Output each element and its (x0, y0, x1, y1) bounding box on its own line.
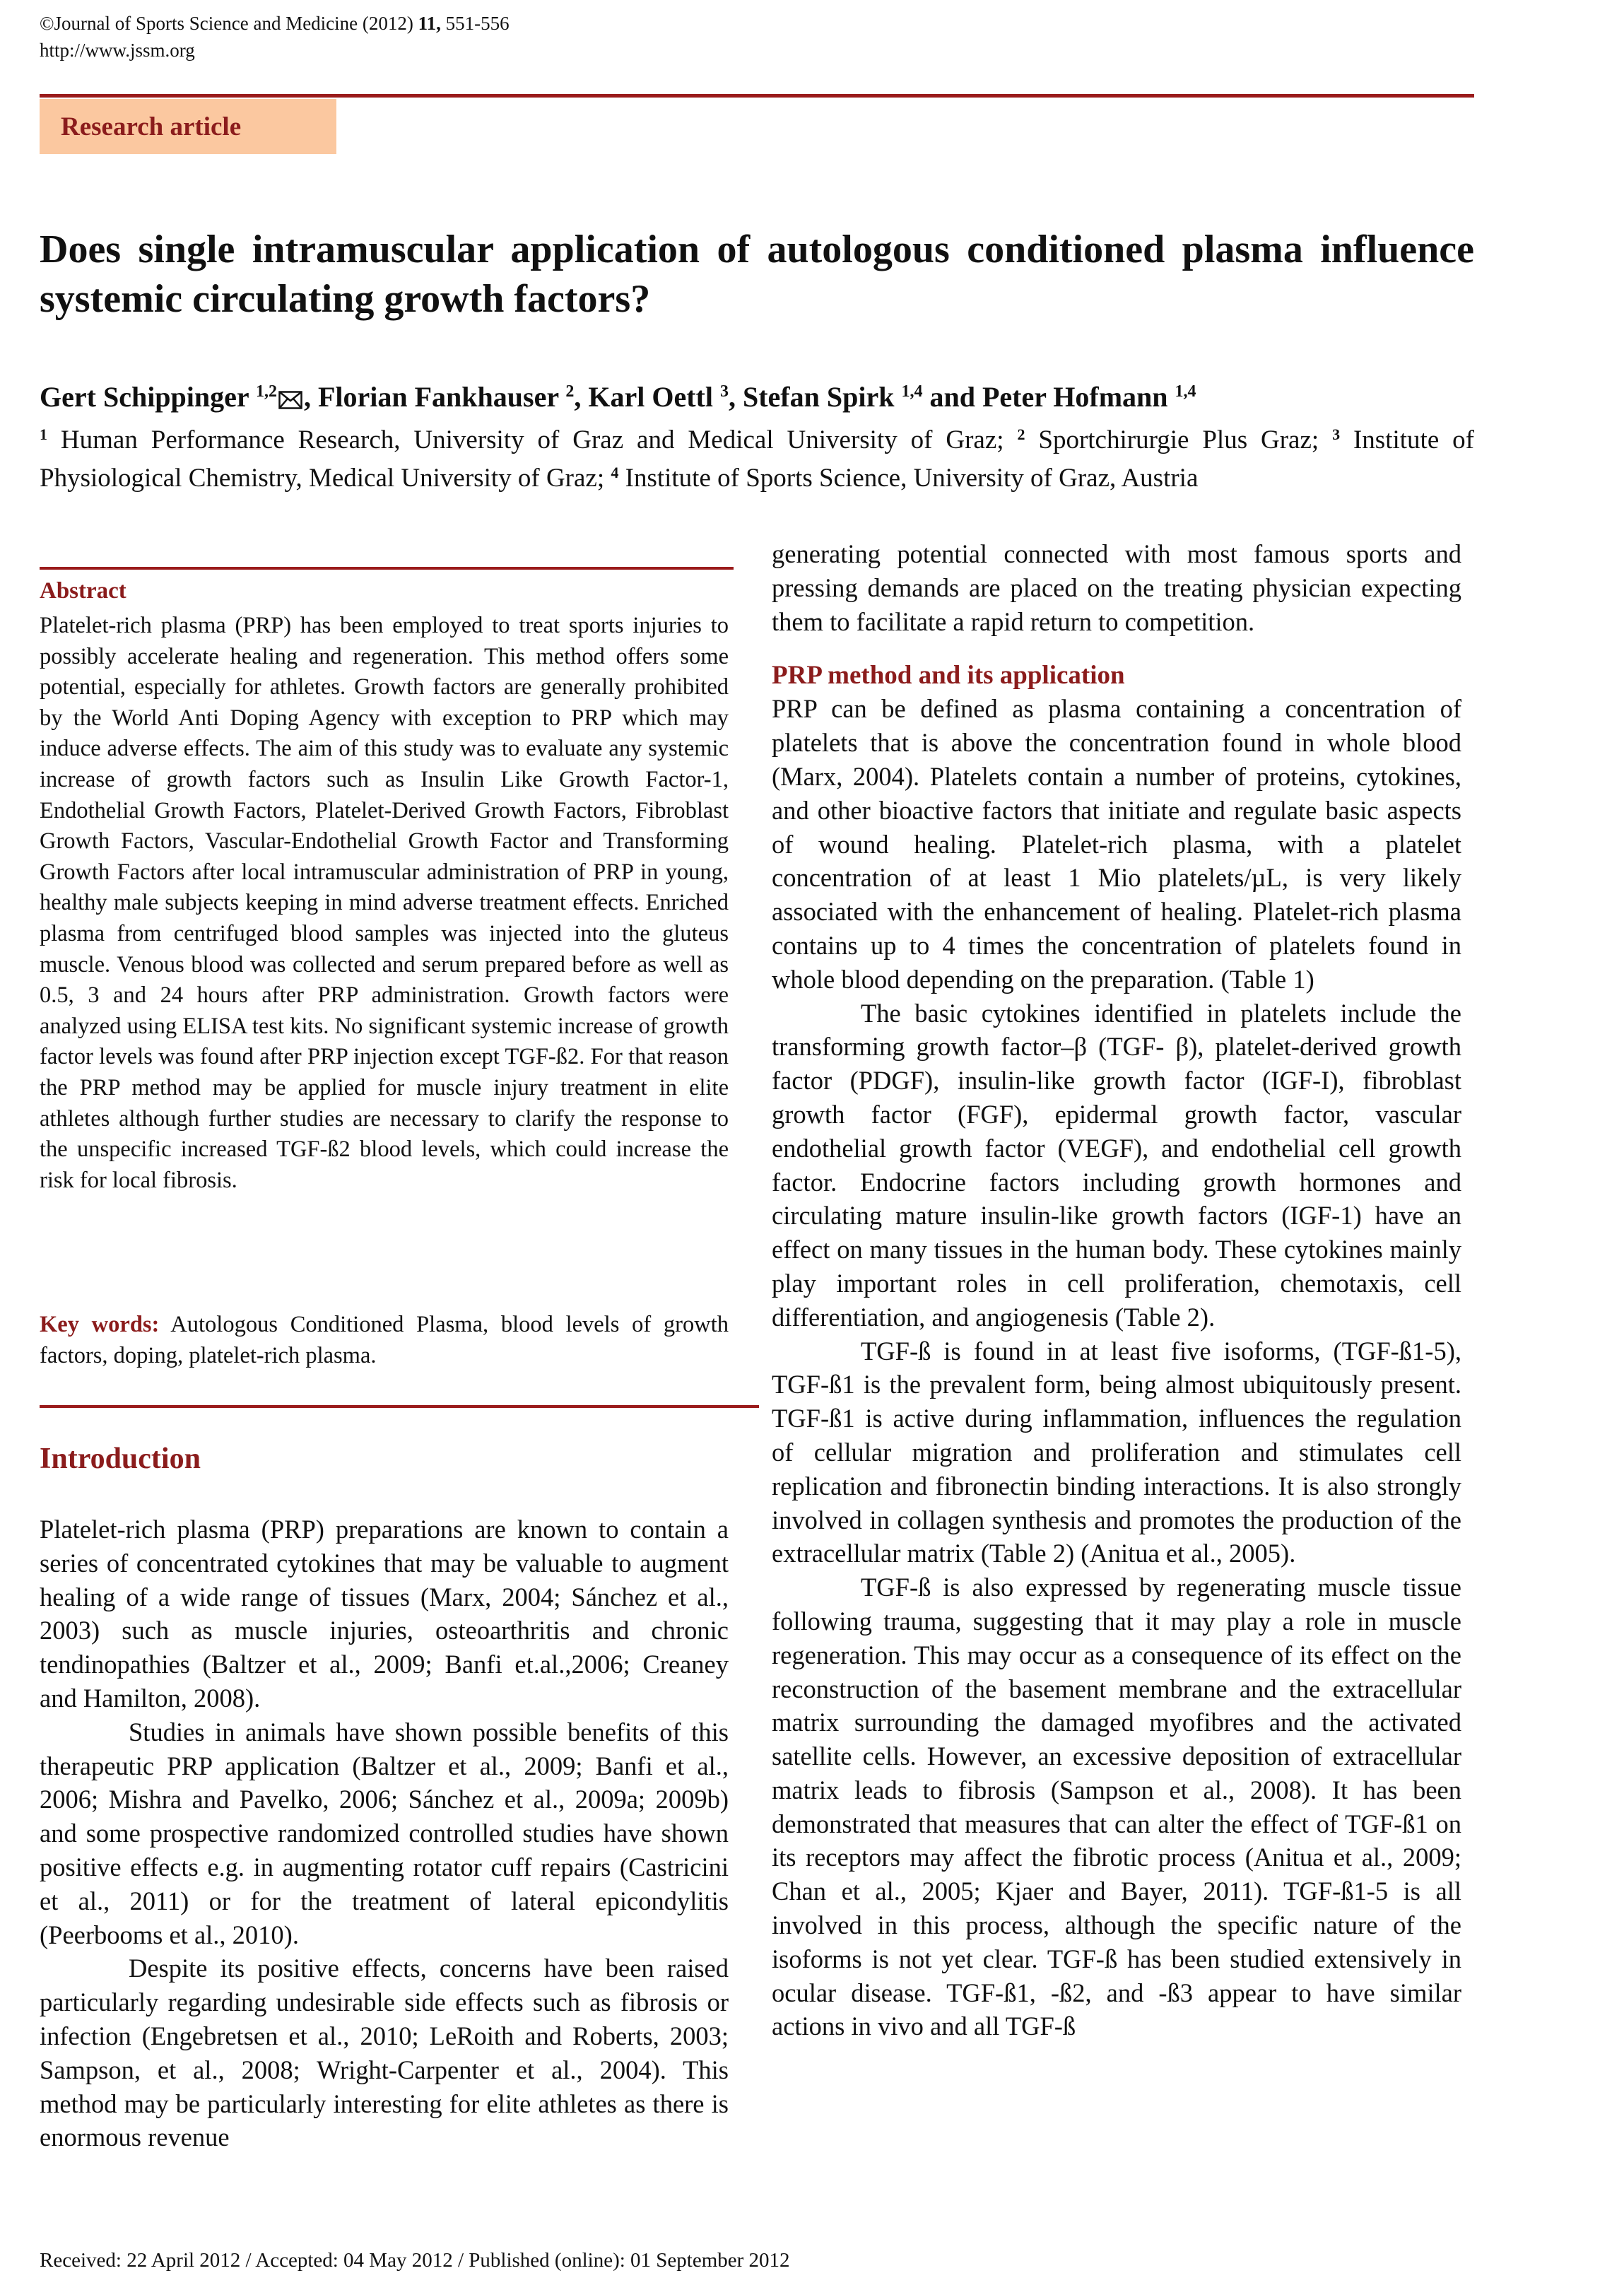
keywords-label: Key words: (40, 1312, 160, 1337)
prp-method-heading: PRP method and its application (772, 661, 1125, 691)
article-type-label: Research article (61, 112, 242, 141)
journal-url[interactable]: http://www.jssm.org (40, 40, 195, 61)
author-affiliation-ref: 1,4 (901, 382, 923, 401)
author-name: Gert Schippinger (40, 381, 256, 413)
journal-citation: ©Journal of Sports Science and Medicine (2012) 11, 551-556 (40, 13, 510, 34)
author-affiliation-ref: 1,4 (1175, 382, 1196, 401)
abstract-bottom-divider (40, 1405, 759, 1408)
paragraph: generating potential connected with most famous sports and pressing demands are placed on the treating physician expecting them to facilitate a rapid return to competition. (772, 539, 1461, 636)
journal-header (40, 10, 510, 64)
introduction-heading: Introduction (40, 1443, 201, 1475)
keywords-text: Autologous Conditioned Plasma, blood levels of growth factors, doping, platelet-rich plasma. (40, 1312, 729, 1368)
author-affiliation-ref: 2 (565, 382, 575, 401)
paragraph: TGF-ß is also expressed by regenerating muscle tissue following trauma, suggesting that it may play a role in muscle regeneration. This may occur as a consequence of its effect on the reconstruction of the basement membrane and the extracellular matrix surrounding the damaged myofibres and the activated satellite cells. However, an excessive deposition of extracellular matrix leads to fibrosis (Sampson et al., 2008). It has been demonstrated that measures that can alter the effect of TGF-ß1 on its receptors may affect the fibrotic process (Anitua et al., 2009; Chan et al., 2005; Kjaer and Bayer, 2011). TGF-ß1-5 is all involved in this process, although the specific nature of the isoforms is not yet clear. TGF-ß has been studied extensively in ocular disease. TGF-ß1, -ß2, and -ß3 appear to have similar actions in vivo and all TGF-ß (772, 1573, 1461, 2041)
author-affiliation-ref: 1,2 (255, 382, 277, 401)
paragraph: TGF-ß is found in at least five isoforms, (TGF-ß1-5), TGF-ß1 is the prevalent form, being almost ubiquitously present. TGF-ß1 is active during inflammation, influences the regulation of cellular migration and proliferation and stimulates cell replication and fibronectin binding interactions. It is also strongly involved in collagen synthesis and promotes the production of the extracellular matrix (Table 2) (Anitua et al., 2005). (772, 1336, 1461, 1568)
paragraph: Studies in animals have shown possible benefits of this therapeutic PRP application (Baltzer et al., 2009; Banfi et al., 2006; Mishra and Pavelko, 2006; Sánchez et al., 2009a; 2009b) and some prospective randomized controlled studies have shown positive effects e.g. in augmenting rotator cuff repairs (Castricini et al., 2011) or for the treatment of lateral epicondylitis (Peerbooms et al., 2010). (40, 1717, 729, 1949)
author-name: , Stefan Spirk (728, 381, 902, 413)
abstract-top-divider (40, 567, 734, 570)
author-affiliation-ref: 3 (719, 382, 729, 401)
paragraph: PRP can be defined as plasma containing a concentration of platelets that is above the concentration found in whole blood (Marx, 2004). Platelets contain a number of proteins, cytokines, and other bioactive factors that initiate and regulate basic aspects of wound healing. Platelet-rich plasma, with a platelet concentration of at least 1 Mio platelets/µL, is very likely associated with the enhancement of healing. Platelet-rich plasma contains up to 4 times the concentration of platelets found in whole blood depending on the preparation. (Table 1) (772, 694, 1461, 994)
author-name: and Peter Hofmann (922, 381, 1175, 413)
publication-dates: Received: 22 April 2012 / Accepted: 04 May 2012 / Published (online): 01 September 2012 (40, 2249, 790, 2272)
paragraph: Platelet-rich plasma (PRP) preparations are known to contain a series of concentrated cytokines that may be valuable to augment healing of a wide range of tissues (Marx, 2004; Sánchez et al., 2003) such as muscle injuries, osteoarthritis and chronic tendinopathies (Baltzer et al., 2009; Banfi et.al.,2006; Creaney and Hamilton, 2008). (40, 1515, 729, 1713)
article-type-badge (40, 99, 336, 154)
abstract-heading: Abstract (40, 578, 126, 604)
keywords (40, 1309, 729, 1371)
article-title: Does single intramuscular application of autologous conditioned plasma influence systemic circulating growth factors? (40, 228, 1474, 321)
author-name: , Florian Fankhauser (303, 381, 566, 413)
affiliations: $^1$ Human Performance Research, University of Graz and Medical University of Graz; $^2$ Sportchirurgie Plus Graz; $^3$ Institute of Physiological Chemistry, Medical University of Graz; $^4$ Institute of Sports Science, University of Graz, Austria (40, 425, 1474, 493)
paragraph: Despite its positive effects, concerns have been raised particularly regarding undesirable side effects such as fibrosis or infection (Engebretsen et al., 2010; LeRoith and Roberts, 2003; Sampson, et al., 2008; Wright-Carpenter et al., 2004). This method may be particularly interesting for elite athletes as there is enormous revenue (40, 1954, 729, 2152)
introduction-body (40, 1513, 729, 2154)
author-list (40, 376, 1474, 423)
email-icon[interactable] (278, 379, 302, 421)
right-column (772, 537, 1461, 2043)
paragraph: The basic cytokines identified in platelets include the transforming growth factor–β (TGF- β), platelet-derived growth factor (PDGF), insulin-like growth factor (IGF-I), fibroblast growth factor (FGF), epidermal growth factor, vascular endothelial growth factor (VEGF), and endothelial cell growth factor. Endocrine factors including growth hormones and circulating mature insulin-like growth factors (IGF-1) have an effect on many tissues in the human body. These cytokines mainly play important roles in cell proliferation, chemotaxis, cell differentiation, and angiogenesis (Table 2). (772, 998, 1461, 1332)
abstract-text: Platelet-rich plasma (PRP) has been employed to treat sports injuries to possibly accelerate healing and regeneration. This method offers some potential, especially for athletes. Growth factors are generally prohibited by the World Anti Doping Agency with exception to PRP which may induce adverse effects. The aim of this study was to evaluate any systemic increase of growth factors such as Insulin Like Growth Factor-1, Endothelial Growth Factors, Platelet-Derived Growth Factors, Fibroblast Growth Factors, Vascular-Endothelial Growth Factor and Transforming Growth Factors after local intramuscular administration of PRP in young, healthy male subjects keeping in mind adverse treatment effects. Enriched plasma from centrifuged blood samples was injected into the gluteus muscle. Venous blood was collected and serum prepared before as well as 0.5, 3 and 24 hours after PRP administration. Growth factors were analyzed using ELISA test kits. No significant systemic increase of growth factor levels was found after PRP injection except TGF-ß2. For that reason the PRP method may be applied for muscle injury treatment in elite athletes although further studies are necessary to clarify the response to the unspecific increased TGF-ß2 blood levels, which could increase the risk for local fibrosis. (40, 613, 729, 1193)
author-name: , Karl Oettl (574, 381, 720, 413)
header-divider (40, 94, 1474, 98)
